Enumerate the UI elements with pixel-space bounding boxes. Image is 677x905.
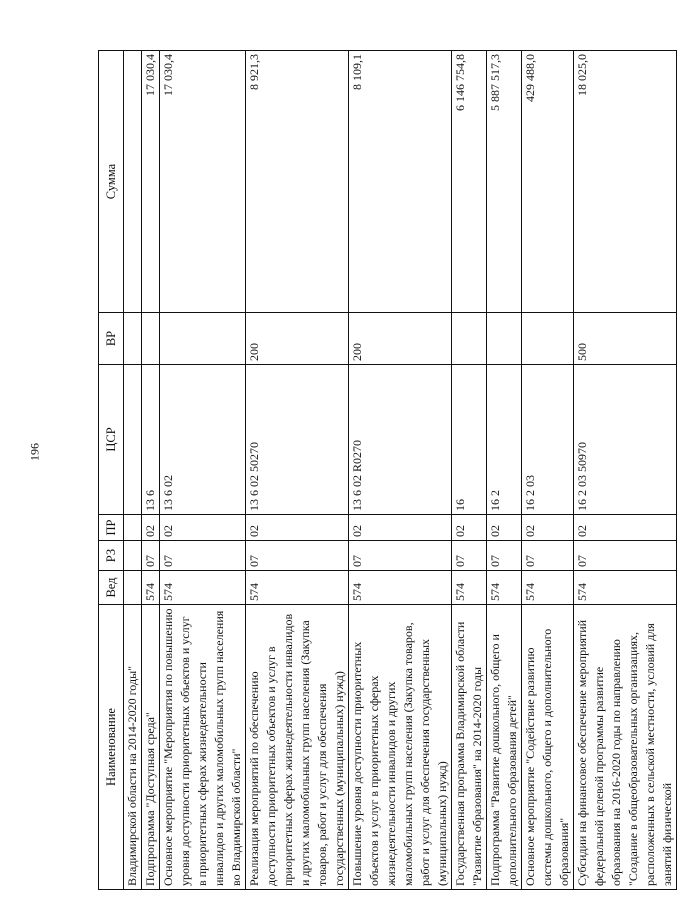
- cell-sum: 18 025,0: [574, 51, 677, 313]
- header-csr: ЦСР: [99, 365, 124, 515]
- cell-ved: 574: [160, 571, 246, 605]
- cell-ved: [124, 571, 142, 605]
- cell-pr: 02: [574, 515, 677, 541]
- table-row: [246, 51, 349, 890]
- cell-rz: 07: [160, 541, 246, 571]
- table-row: [487, 51, 522, 890]
- cell-csr: 16: [452, 365, 487, 515]
- table-header-row: [99, 51, 124, 890]
- cell-ved: 574: [452, 571, 487, 605]
- cell-sum: 5 887 517,3: [487, 51, 522, 313]
- cell-name: Подпрограмма "Доступная среда": [142, 605, 160, 890]
- cell-vr: 200: [349, 313, 452, 365]
- cell-name: Владимирской области на 2014-2020 годы": [124, 605, 142, 890]
- budget-table: [98, 50, 677, 890]
- table-row: [349, 51, 452, 890]
- cell-csr: [124, 365, 142, 515]
- cell-sum: 6 146 754,8: [452, 51, 487, 313]
- cell-name: Государственная программа Владимирской области "Развитие образования" на 2014-2020 годы: [452, 605, 487, 890]
- cell-rz: 07: [487, 541, 522, 571]
- header-vr: ВР: [99, 313, 124, 365]
- cell-name: Основное мероприятие "Мероприятия по повышению уровня доступности приоритетных объектов и услуг в приоритетных сферах жизнедеятельности инвалидов и других маломобильных групп населения во Владимирской области": [160, 605, 246, 890]
- cell-pr: 02: [522, 515, 574, 541]
- cell-csr: 16 2: [487, 365, 522, 515]
- cell-vr: [522, 313, 574, 365]
- cell-sum: 8 109,1: [349, 51, 452, 313]
- header-pr: ПР: [99, 515, 124, 541]
- cell-csr: 16 2 03: [522, 365, 574, 515]
- header-sum: Сумма: [99, 51, 124, 313]
- cell-vr: [124, 313, 142, 365]
- cell-vr: [142, 313, 160, 365]
- cell-vr: 500: [574, 313, 677, 365]
- cell-pr: 02: [452, 515, 487, 541]
- cell-vr: 200: [246, 313, 349, 365]
- cell-sum: 17 030,4: [160, 51, 246, 313]
- cell-rz: 07: [574, 541, 677, 571]
- cell-vr: [160, 313, 246, 365]
- cell-name: Реализация мероприятий по обеспечению доступности приоритетных объектов и услуг в приоритетных сферах жизнедеятельности инвалидов и других маломобильных групп населения (Закупка товаров, работ и услуг для обеспечения государственных (муниципальных) нужд): [246, 605, 349, 890]
- cell-rz: 07: [452, 541, 487, 571]
- cell-csr: 13 6 02 R0270: [349, 365, 452, 515]
- cell-sum: 429 488,0: [522, 51, 574, 313]
- table-row: [452, 51, 487, 890]
- cell-pr: 02: [246, 515, 349, 541]
- header-name: Наименование: [99, 605, 124, 890]
- table-row: [142, 51, 160, 890]
- cell-pr: 02: [349, 515, 452, 541]
- cell-name: Основное мероприятие "Содействие развитию системы дошкольного, общего и дополнительного образования": [522, 605, 574, 890]
- page-number: 196: [27, 443, 42, 461]
- cell-csr: 16 2 03 50970: [574, 365, 677, 515]
- cell-rz: 07: [522, 541, 574, 571]
- cell-sum: [124, 51, 142, 313]
- cell-pr: 02: [160, 515, 246, 541]
- cell-ved: 574: [246, 571, 349, 605]
- table-row: [160, 51, 246, 890]
- cell-csr: 13 6 02: [160, 365, 246, 515]
- cell-pr: 02: [142, 515, 160, 541]
- cell-ved: 574: [574, 571, 677, 605]
- table-row: [574, 51, 677, 890]
- cell-rz: 07: [349, 541, 452, 571]
- cell-name: Подпрограмма "Развитие дошкольного, общего и дополнительного образования детей": [487, 605, 522, 890]
- table-row: [124, 51, 142, 890]
- cell-csr: 13 6 02 50270: [246, 365, 349, 515]
- cell-ved: 574: [487, 571, 522, 605]
- cell-rz: 07: [142, 541, 160, 571]
- cell-pr: [124, 515, 142, 541]
- cell-pr: 02: [487, 515, 522, 541]
- header-ved: Вед: [99, 571, 124, 605]
- cell-rz: [124, 541, 142, 571]
- cell-ved: 574: [349, 571, 452, 605]
- cell-vr: [452, 313, 487, 365]
- cell-name: Субсидии на финансовое обеспечение мероприятий федеральной целевой программы развитие образования на 2016-2020 годы по направлению "Создание в общеобразовательных организациях, расположенных в сельской местности, условий для занятий физической: [574, 605, 677, 890]
- cell-vr: [487, 313, 522, 365]
- cell-csr: 13 6: [142, 365, 160, 515]
- header-rz: РЗ: [99, 541, 124, 571]
- table-row: [522, 51, 574, 890]
- cell-sum: 8 921,3: [246, 51, 349, 313]
- cell-name: Повышение уровня доступности приоритетных объектов и услуг в приоритетных сферах жизнедеятельности инвалидов и других маломобильных групп населения (Закупка товаров, работ и услуг для обеспечения государственных (муниципальных) нужд): [349, 605, 452, 890]
- cell-rz: 07: [246, 541, 349, 571]
- cell-ved: 574: [522, 571, 574, 605]
- cell-sum: 17 030,4: [142, 51, 160, 313]
- cell-ved: 574: [142, 571, 160, 605]
